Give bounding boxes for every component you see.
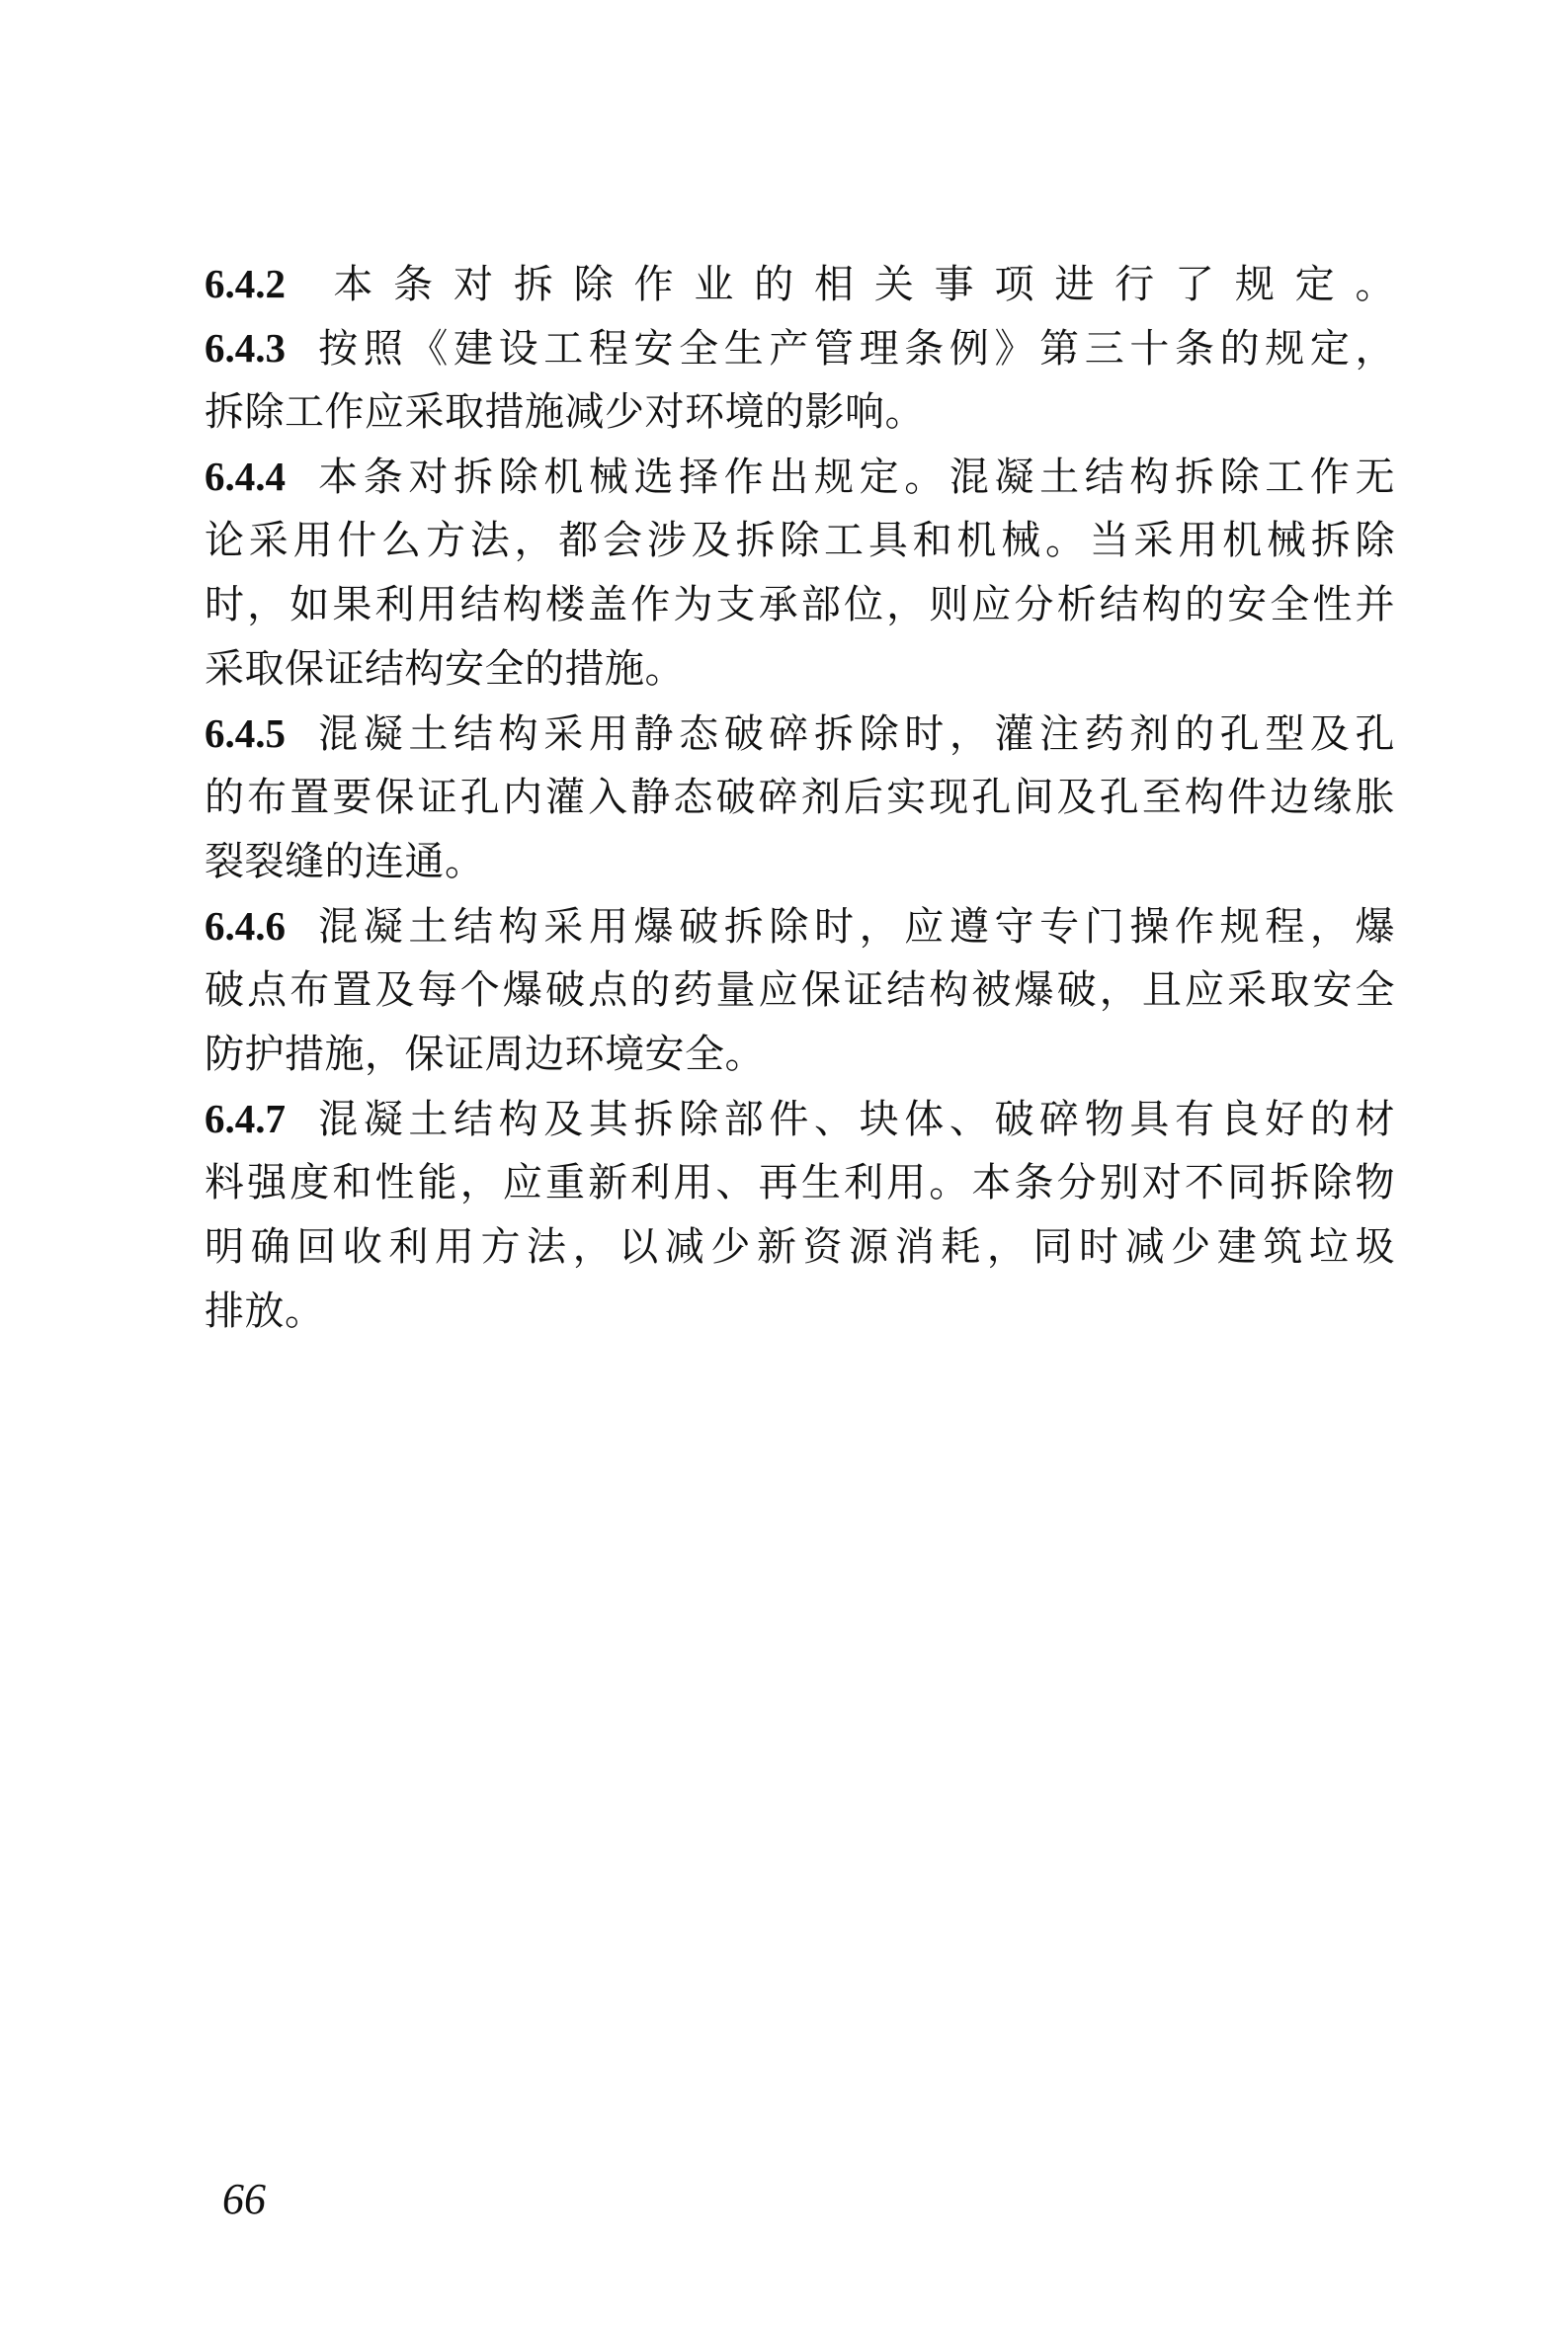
clause-6-4-7-line-1	[205, 1087, 1395, 1151]
clause-number: 6.4.5	[205, 710, 286, 756]
clause-text: 混凝土结构采用爆破拆除时，应遵守专门操作规程，爆	[313, 904, 1395, 950]
clause-text: 按照《建设工程安全生产管理条例》第三十条的规定，	[313, 326, 1395, 372]
clause-text: 本条对拆除机械选择作出规定。混凝土结构拆除工作无	[313, 455, 1395, 500]
clause-6-4-5-line-2: 的布置要保证孔内灌入静态破碎剂后实现孔间及孔至构件边缘胀	[205, 775, 1395, 820]
clause-number: 6.4.3	[205, 325, 286, 371]
clause-6-4-3-line-2: 拆除工作应采取措施减少对环境的影响。	[205, 389, 925, 435]
clause-6-4-6-line-2: 破点布置及每个爆破点的药量应保证结构被爆破，且应采取安全	[205, 967, 1395, 1013]
clause-6-4-6-line-3: 防护措施，保证周边环境安全。	[205, 1032, 765, 1077]
clause-number: 6.4.7	[205, 1096, 286, 1141]
clause-number: 6.4.6	[205, 903, 286, 949]
clause-text: 混凝土结构及其拆除部件、块体、破碎物具有良好的材	[313, 1097, 1395, 1142]
page-content	[205, 252, 1395, 1344]
clause-6-4-4-line-2: 论采用什么方法，都会涉及拆除工具和机械。当采用机械拆除	[205, 518, 1395, 563]
clause-number: 6.4.4	[205, 454, 286, 499]
clause-6-4-5-line-3: 裂裂缝的连通。	[205, 839, 485, 884]
clause-6-4-5-line-1	[205, 702, 1395, 766]
clause-6-4-3-line-1	[205, 316, 1395, 380]
page-number: 66	[222, 2175, 266, 2223]
clause-6-4-7-line-3: 明确回收利用方法，以减少新资源消耗，同时减少建筑垃圾	[205, 1224, 1395, 1270]
clause-6-4-6-line-1	[205, 894, 1395, 958]
clause-6-4-7-line-4: 排放。	[205, 1288, 325, 1334]
clause-6-4-4-line-3: 时，如果利用结构楼盖作为支承部位，则应分析结构的安全性并	[205, 582, 1395, 627]
clause-6-4-4-line-4: 采取保证结构安全的措施。	[205, 646, 685, 692]
clause-6-4-7-line-2: 料强度和性能，应重新利用、再生利用。本条分别对不同拆除物	[205, 1160, 1395, 1205]
clause-6-4-4-line-1	[205, 445, 1395, 509]
clause-text: 混凝土结构采用静态破碎拆除时，灌注药剂的孔型及孔	[313, 711, 1395, 757]
clause-number: 6.4.2	[205, 261, 286, 306]
clause-text: 本条对拆除作业的相关事项进行了规定。	[313, 262, 1395, 307]
clause-6-4-2-line-1	[205, 252, 1395, 316]
